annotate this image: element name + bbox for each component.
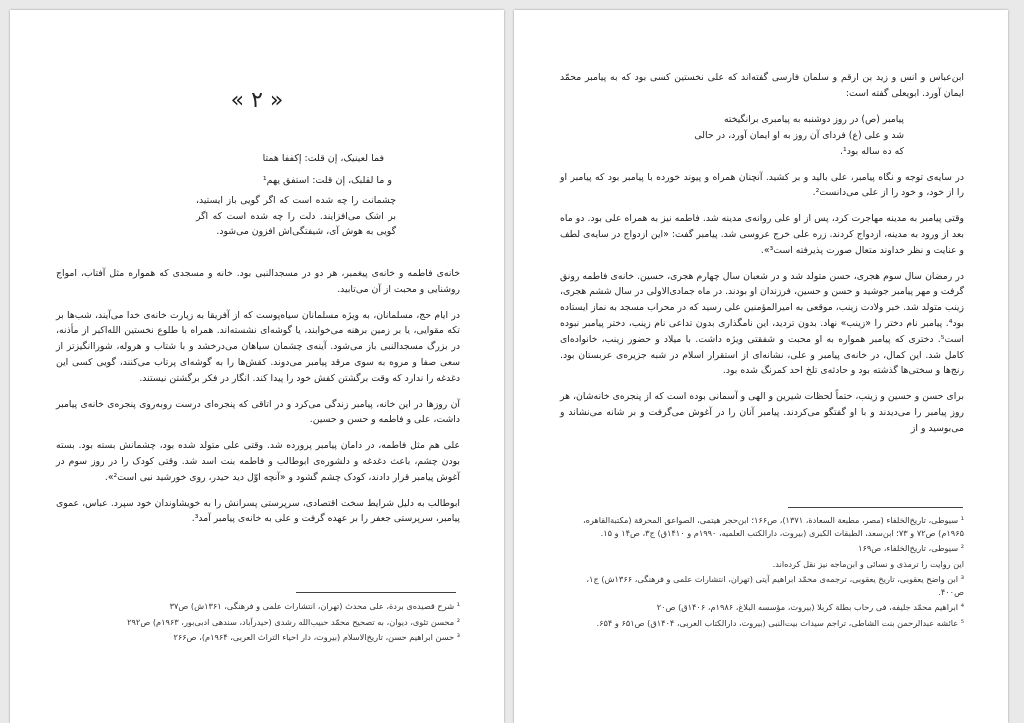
paragraph: در سایه‌ی توجه و نگاه پیامبر، علی بالید و بر کشید. آنچنان همراه و پیوند خورده با پیامبر بود که پیامبر او را از خود، و خود را از علی می‌دانست². bbox=[560, 171, 964, 199]
footnote: ¹ سیوطی، تاریخ‌الخلفاء (مصر، مطبعة السعادة، ۱۳۷۱)، ص۱۶۶؛ ابن‌حجر هیتمی، الصواعق المحرقة (مکتبة‌القاهره، ۱۹۶۵م) ص۷۲ و ۷۳؛ ابن‌سعد، الطبقات الکبری (بیروت، دارالکتب العلمیه، ۱۹۹۰م و ۱۴۱۰ق) ج۳، ص۱۴ و ۱۵. bbox=[582, 515, 964, 538]
footnote-divider bbox=[788, 507, 963, 508]
verse-block bbox=[160, 148, 392, 192]
paragraph: در رمضان سال سوم هجری، حسن متولد شد و در شعبان سال چهارم هجری، حسین. خانه‌ی فاطمه رونق گرفت و مهر پیامبر جوشید و حسن و حسین، فرزندان او بودند. در ماه جمادی‌الاولی در سال ششم هجری، زینب متولد شد. خبر ولادت زینب، موقعی به امیرالمؤمنین علی رسید که در محراب مسجد به نماز ایستاده بود⁴. پیامبر نام دختر را «زینب» نهاد. بدون تردید، این نامگذاری بدون تداعی نام زینب، دختر پیامبر نبوده است⁵. دختری که پیامبر همواره به او محبت و شفقتی ویژه داشت. با میلاد و حضور زینب، خانواده‌ای کامل شد. این کمال، در خانه‌ی پیامبر و علی، نشانه‌ای از استقرار اسلام در شبه جزیره‌ی عربستان بود. رنج‌ها و سختی‌ها گذشته بود و حادثه‌ی تلخ احد کمرنگ شده بود. bbox=[560, 270, 964, 377]
paragraph: وقتی پیامبر به مدینه مهاجرت کرد، پس از او علی روانه‌ی مدینه شد. فاطمه نیز به همراه علی بود. دو ماه بعد از ورود به مدینه، ازدواج کردند. زره علی خرج عروسی شد. پیامبر گفت: «این ازدواج در سایه‌ی لطف و عنایت و نظر خداوند متعال صورت پذیرفته است³». bbox=[560, 213, 964, 256]
footnote: ³ ابن واضح یعقوبی، تاریخ یعقوبی، ترجمه‌ی محمّد ابراهیم آیتی (تهران، انتشارات علمی و فرهنگی، ۱۳۶۶ش) ج۱، ص۴۰۰. bbox=[586, 574, 964, 597]
footnote: ² محسن تئوی، دیوان، به تصحیح محمّد حبیب‌الله رشدی (حیدرآباد، سندهی ادبی‌بور، ۱۹۶۳م) ص۲۹۲ bbox=[127, 616, 460, 627]
paragraph: آن روزها در این خانه، پیامبر زندگی می‌کرد و در اتاقی که پنجره‌ای درست روبه‌روی پنجره‌ی خانه‌ی پیامبر داشت، علی و فاطمه و حسن و حسین. bbox=[56, 398, 460, 426]
footnote: ¹ شرح قصیده‌ی بردة، علی محدث (تهران، انتشارات علمی و فرهنگی، ۱۳۶۱ش) ص۳۷ bbox=[169, 601, 460, 611]
footnote: ³ حسن ابراهیم حسن، تاریخ‌الاسلام (بیروت، دار احیاء التراث العربی، ۱۹۶۴م)، ص۲۶۶ bbox=[173, 632, 460, 642]
right-footnotes bbox=[560, 514, 964, 632]
verse-translation-text: چشمانت را چه شده است که اگر گویی باز ایستید، بر اشک می‌افزایند. دلت را چه شده است که اگر گویی به هوش آی، شیفتگی‌اش افزون می‌شود. bbox=[196, 195, 396, 237]
paragraph: برای حسن و حسین و زینب، حتماً لحظات شیرین و الهی و آسمانی بوده است که از پنجره‌ی خانه‌شان، هر روز پیامبر را می‌دیدند و با او گفتگو می‌کردند. پیامبر آنان را در آغوش می‌گرفت و بر شانه می‌نشاند و می‌بوسید و از bbox=[560, 391, 964, 434]
paragraph: علی هم مثل فاطمه، در دامان پیامبر پرورده شد. وقتی علی متولد شده بود، چشمانش بسته بود. بسته بودن چشم، باعث دغدغه و دلشوره‌ی ابوطالب و فاطمه بنت اسد شد. وقتی کودک را در روز سوم در آغوش پیامبر قرار دادند، کودک چشم گشود و «آنچه اوّل دید حیدر، روی خورشید نبی است²». bbox=[56, 440, 460, 483]
paragraph: خانه‌ی فاطمه و خانه‌ی پیغمبر، هر دو در مسجدالنبی بود. خانه و مسجدی که همواره مثل آفتاب، امواج روشنایی و محبت از آن می‌تابید. bbox=[56, 268, 460, 295]
paragraph: در ایام حج، مسلمانان، به ویژه مسلمانان سیاه‌پوست که از آفریقا به زیارت خانه‌ی خدا می‌آیند، شب‌ها بر تکه مقوایی، یا بر زمین برهنه می‌خوابند، یا گوشه‌ای نشسته‌اند. همراه با طلوع نخستین الله‌اکبر از مأذنه، در بزرگ مسجدالنبی باز می‌شود. آینه‌ی چشمان سیاهان می‌درخشد و با شتاب و هروله، شوراانگیزتر از سعی صفا و مروه به سوی مرقد پیامبر می‌دوند. کفش‌ها را به گوشه‌ای پرتاب می‌کنند، گویی کسی این دغدغه را ندارد که وقت برگشتن کفش خود را پیدا کند. انگار در فکر برگشتن نیستند. bbox=[56, 309, 460, 384]
poem-line: که ده ساله بود¹. bbox=[840, 145, 904, 157]
verse-translation bbox=[196, 193, 396, 240]
chapter-number: « ۲ » bbox=[230, 88, 284, 113]
poem-line: پیامبر (ص) در روز دوشنبه به پیامبری برانگیخته bbox=[723, 113, 904, 125]
arabic-verse-line: فما لعینیک، إن قلت: إکففا همتا bbox=[262, 153, 384, 164]
footnote: ⁵ عائشه عبدالرحمن بنت الشاطی، تراجم سیدات بیت‌النبی (بیروت، دارالکتاب العربی، ۱۴۰۴ق) ص۶۵۱ و ۶۵۴. bbox=[596, 617, 964, 628]
footnote: ² سیوطی، تاریخ‌الخلفاء، ص۱۶۹ bbox=[858, 543, 964, 553]
paragraph: ابوطالب به دلیل شرایط سخت اقتصادی، سرپرستی پسرانش را به خویشاوندان خود سپرد. عباس، عموی پیامبر، سرپرستی جعفر را بر عهده گرفت و علی به خانه‌ی پیامبر آمد³. bbox=[56, 497, 460, 525]
left-footnotes bbox=[56, 600, 460, 647]
footnote: ⁴ ابراهیم محمّد جلیفه، فی رحاب بطلة کربلا (بیروت، مؤسسه البلاغ، ۱۹۸۶م، ۱۴۰۶ق) ص۲۰ bbox=[656, 602, 964, 612]
arabic-verse-line: و ما لقلبک، إن قلت: استفق یهم¹ bbox=[262, 175, 392, 186]
paragraph: ابن‌عباس و انس و زید بن ارقم و سلمان فارسی گفته‌اند که علی نخستین کسی بود که به پیامبر محمّد ایمان آورد. ابویعلی گفته است: bbox=[560, 72, 964, 99]
left-body bbox=[56, 266, 460, 537]
poem-line: شد و علی (ع) فردای آن روز به او ایمان آورد، در حالی bbox=[694, 129, 904, 141]
right-body bbox=[560, 70, 964, 447]
footnote-divider bbox=[296, 592, 456, 593]
footnote: این روایت را ترمذی و نسائی و ابن‌ماجه نیز نقل کرده‌اند. bbox=[772, 558, 964, 569]
quoted-poem bbox=[560, 112, 964, 160]
right-page bbox=[514, 10, 1008, 723]
left-page bbox=[10, 10, 504, 723]
